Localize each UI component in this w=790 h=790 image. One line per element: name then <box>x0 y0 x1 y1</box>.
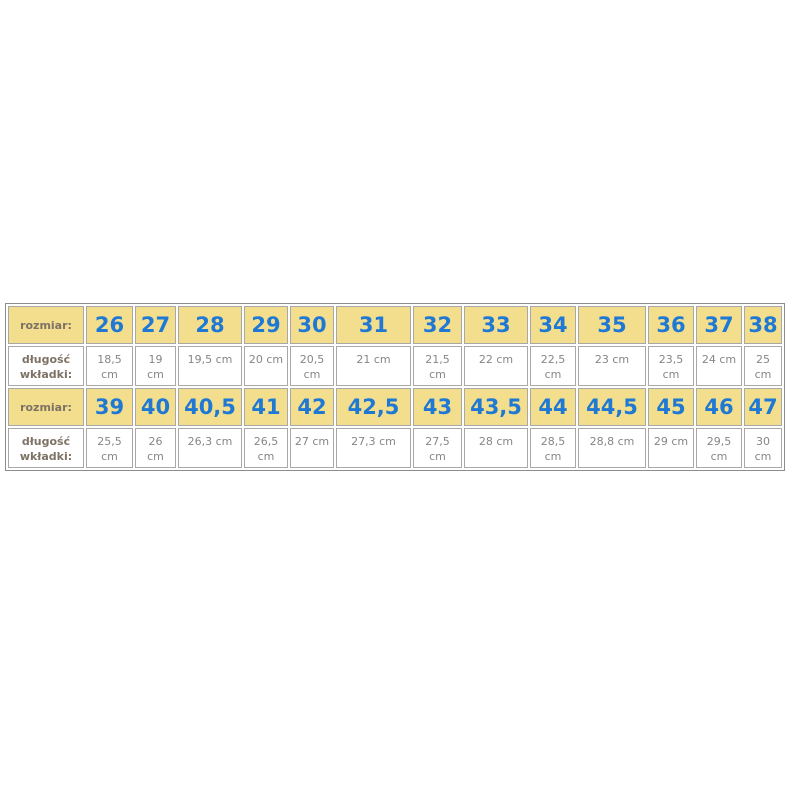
size-cell: 35 <box>578 306 646 344</box>
size-cell: 40 <box>135 388 176 426</box>
size-cell: 36 <box>648 306 694 344</box>
size-row-bottom <box>8 388 782 426</box>
size-cell: 37 <box>696 306 742 344</box>
length-cell: 19 cm <box>135 346 176 386</box>
row-label-dlugosc-wkladki: długość wkładki: <box>8 346 84 386</box>
length-cell: 21 cm <box>336 346 411 386</box>
length-cell: 28,8 cm <box>578 428 646 468</box>
size-cell: 44,5 <box>578 388 646 426</box>
length-cell: 26,3 cm <box>178 428 242 468</box>
length-cell: 28,5 cm <box>530 428 576 468</box>
length-cell: 21,5 cm <box>413 346 462 386</box>
size-cell: 42,5 <box>336 388 411 426</box>
length-cell: 22,5 cm <box>530 346 576 386</box>
size-row-top <box>8 306 782 344</box>
length-cell: 29,5 cm <box>696 428 742 468</box>
size-cell: 40,5 <box>178 388 242 426</box>
length-cell: 27,5 cm <box>413 428 462 468</box>
shoe-size-chart-table <box>5 303 785 471</box>
size-cell: 44 <box>530 388 576 426</box>
size-cell: 43,5 <box>464 388 528 426</box>
row-label-rozmiar: rozmiar: <box>8 388 84 426</box>
size-cell: 42 <box>290 388 334 426</box>
size-cell: 38 <box>744 306 782 344</box>
length-cell: 18,5 cm <box>86 346 133 386</box>
length-cell: 25,5 cm <box>86 428 133 468</box>
length-cell: 29 cm <box>648 428 694 468</box>
length-cell: 23 cm <box>578 346 646 386</box>
row-label-rozmiar: rozmiar: <box>8 306 84 344</box>
size-cell: 27 <box>135 306 176 344</box>
length-cell: 28 cm <box>464 428 528 468</box>
length-cell: 30 cm <box>744 428 782 468</box>
size-cell: 43 <box>413 388 462 426</box>
size-cell: 28 <box>178 306 242 344</box>
row-label-dlugosc-wkladki: długość wkładki: <box>8 428 84 468</box>
length-cell: 27,3 cm <box>336 428 411 468</box>
size-cell: 47 <box>744 388 782 426</box>
length-cell: 23,5 cm <box>648 346 694 386</box>
length-cell: 20 cm <box>244 346 288 386</box>
size-cell: 30 <box>290 306 334 344</box>
length-cell: 25 cm <box>744 346 782 386</box>
length-cell: 26,5 cm <box>244 428 288 468</box>
size-cell: 46 <box>696 388 742 426</box>
length-cell: 26 cm <box>135 428 176 468</box>
size-cell: 39 <box>86 388 133 426</box>
length-cell: 24 cm <box>696 346 742 386</box>
length-cell: 20,5 cm <box>290 346 334 386</box>
size-cell: 45 <box>648 388 694 426</box>
length-cell: 19,5 cm <box>178 346 242 386</box>
size-cell: 29 <box>244 306 288 344</box>
size-cell: 26 <box>86 306 133 344</box>
size-cell: 32 <box>413 306 462 344</box>
length-cell: 27 cm <box>290 428 334 468</box>
size-cell: 33 <box>464 306 528 344</box>
length-cell: 22 cm <box>464 346 528 386</box>
length-row-bottom <box>8 428 782 468</box>
length-row-top <box>8 346 782 386</box>
size-cell: 31 <box>336 306 411 344</box>
size-cell: 41 <box>244 388 288 426</box>
size-cell: 34 <box>530 306 576 344</box>
